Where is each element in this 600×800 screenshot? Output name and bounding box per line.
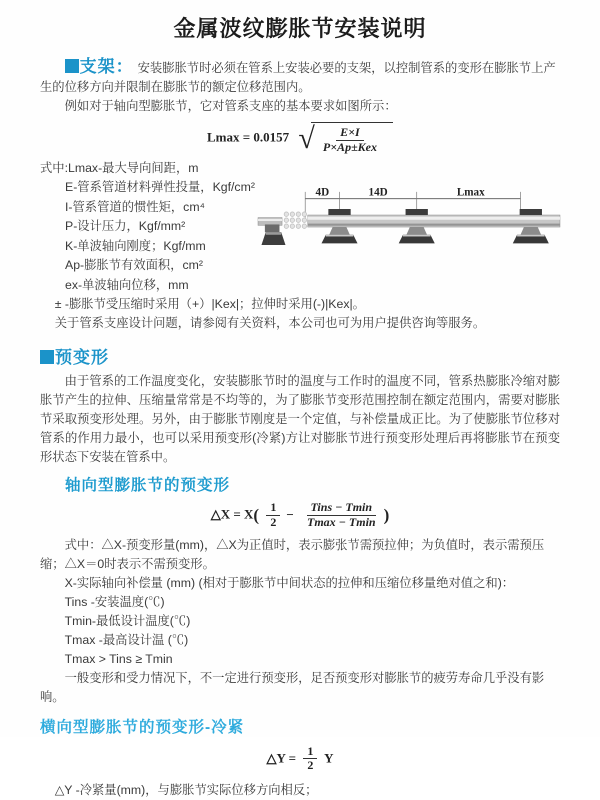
- axial-formula: [40, 501, 560, 530]
- temperature-fraction: [303, 501, 380, 530]
- dim-label-4d: 4D: [315, 185, 330, 198]
- blue-square-bullet-icon: [65, 59, 79, 73]
- anchor-support: [261, 224, 285, 245]
- predeform-section-heading: [40, 343, 560, 368]
- axial-note-line: Tmax > Tins ≥ Tmin: [64, 651, 173, 666]
- left-paren: (: [253, 505, 260, 525]
- support-closing-line: 关于管系支座设计问题，请参阅有关资料，本公司也可为用户提供咨询等服务。: [54, 316, 486, 331]
- definition-line: K-单波轴向刚度；Kgf/mm: [65, 238, 206, 253]
- axial-formula-prefix: △X = X: [210, 506, 254, 522]
- lateral-formula-prefix: △Y =: [266, 749, 297, 765]
- definitions-and-diagram: [40, 159, 560, 296]
- axial-note-line: Tmax -最高设计温 (℃): [64, 632, 189, 647]
- dim-label-lmax: Lmax: [456, 185, 485, 198]
- lateral-subheading: 横向型膨胀节的预变形-冷紧: [40, 718, 245, 736]
- support-section-heading: [65, 57, 134, 76]
- half-denominator: 2: [307, 758, 314, 773]
- lmax-formula-prefix: Lmax = 0.0157: [207, 129, 290, 145]
- symbol-definitions-list: [40, 159, 258, 296]
- pipe-shadow: [308, 223, 560, 225]
- support-intro-text: 安装膨胀节时必须在管系上安装必要的支架，以控制管系的变形在膨胀节上产生的位移方向并限制在膨胀节的额定位移范围内。: [40, 61, 556, 94]
- plus-minus-note: ± -膨胀节受压缩时采用（+）|Kex|；拉伸时采用(-)|Kex|。: [54, 297, 365, 312]
- pipe-stub-highlight: [258, 218, 282, 220]
- axial-note-line: 一般变形和受力情况下，不一定进行预变形，足否预变形对膨胀节的疲劳寿命几乎没有影响。: [40, 670, 545, 704]
- pipe-support-diagram: [258, 185, 560, 271]
- temperature-numerator: Tins − Tmin: [307, 501, 377, 516]
- radicand-fraction: [319, 126, 381, 155]
- lateral-formula: [40, 745, 560, 774]
- axial-note-line: Tmin-最低设计温度(℃): [64, 613, 191, 628]
- radicand-denominator: P×Ap±Kex: [322, 139, 377, 154]
- radicand-numerator: E×I: [336, 126, 364, 141]
- definition-line: I-管系管道的惯性矩，cm⁴: [65, 199, 205, 214]
- predeform-heading-label: 预变形: [55, 348, 109, 368]
- minus-operator: −: [286, 507, 294, 523]
- right-paren: ): [383, 505, 390, 525]
- definition-line: E-管系管道材料弹性投量，Kgf/cm²: [65, 180, 255, 195]
- temperature-denominator: Tmax − Tmin: [307, 514, 376, 529]
- axial-note-line: 式中：△X-预变形量(mm)，△X为正值时，表示膨张节需预拉伸；为负值时，表示需预压缩；△X＝0时表示不需预变形。: [40, 537, 545, 571]
- definition-line: Ap-膨胀节有效面积，cm²: [65, 258, 203, 273]
- half-denominator: 2: [270, 514, 277, 529]
- pipe-highlight: [308, 216, 560, 219]
- definition-line: ex-单波轴向位移，mm: [65, 277, 189, 292]
- axial-note-line: X-实际轴向补偿量 (mm) (相对于膨胀节中间状态的拉伸和压缩位移量绝对值之和)：: [64, 575, 515, 590]
- definition-line: P-设计压力，Kgf/mm²: [65, 219, 186, 234]
- support-example-line: 例如对于轴向型膨胀节，它对管系支座的基本要求如图所示：: [64, 99, 397, 113]
- half-numerator: 1: [266, 501, 280, 516]
- dim-label-14d: 14D: [368, 185, 388, 198]
- lateral-note-line: △Y -冷紧量(mm)，与膨胀节实际位移方向相反；: [54, 783, 318, 798]
- support-intro-paragraph: [40, 57, 560, 97]
- one-half-fraction: [303, 745, 317, 774]
- square-root: [298, 122, 393, 155]
- bellows: [284, 212, 306, 228]
- predeform-paragraph: 由于管系的工作温度变化，安装膨胀节时的温度与工作时的温度不同，管系热膨胀冷缩对膨胀节产生的拉伸、压缩量常常是不均等的，为了膨胀节变形范围控制在额定范围内，需要对膨胀节采取预变形处理。另外，由于膨胀节刚度是一个定值，与补偿量成正比。为了使膨胀节位移对管系的作用力最小，也可以采用预变形(冷紧)方让对膨胀节进行预变形处理后再将膨胀节在预变形状态下安装在管系中。: [40, 374, 560, 465]
- radical-sign: √: [298, 122, 315, 155]
- axial-subheading: 轴向型膨胀节的预变形: [65, 477, 231, 495]
- one-half-fraction: [266, 501, 280, 530]
- page-title: 金属波纹膨胀节安装说明: [173, 16, 427, 41]
- lmax-formula: [40, 122, 560, 155]
- support-heading-label: 支架：: [79, 57, 134, 76]
- lateral-formula-suffix: Y: [324, 749, 334, 765]
- definition-line: 式中:Lmax-最大导向间距，m: [40, 160, 199, 175]
- axial-note-line: Tins -安装温度(℃): [64, 594, 165, 609]
- half-numerator: 1: [303, 745, 317, 760]
- blue-square-bullet-icon: [40, 350, 54, 364]
- radicand: [311, 122, 393, 155]
- pipe-stub: [258, 217, 282, 225]
